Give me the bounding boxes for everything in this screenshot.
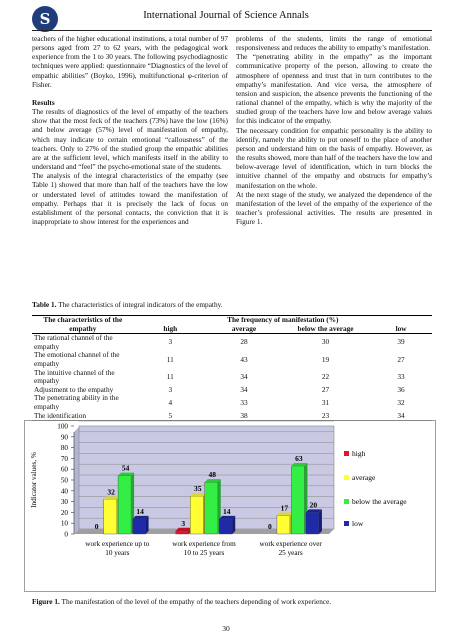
category-label: 25 years: [278, 549, 303, 557]
cell: 33: [240, 397, 248, 407]
category-label: work experience from: [172, 540, 236, 548]
paragraph: The “penetrating ability in the empathy” as the important communicative property of the person, allowing to create the atmosphere of openness and trust that in turn contributes to the empathy’s manifestation. And vice versa, the atmosphere of tension and suspicion, the absence prevents the functioning of the rational channel of the empathy, which is why the majority of the studied group of the teachers have low and below average values for this indicator of the empathy.: [236, 52, 432, 126]
legend-label: below the average: [352, 497, 407, 506]
row-label: The intuitive channel of the empathy: [34, 367, 115, 386]
row-label: The emotional channel of the empathy: [34, 350, 120, 368]
y-tick-label: 0: [64, 530, 68, 539]
legend-swatch: [344, 499, 349, 504]
cell: 11: [166, 371, 174, 381]
right-column: [236, 34, 432, 226]
y-tick-label: 30: [60, 498, 68, 507]
subheader-low: low: [395, 323, 407, 333]
bar: [118, 476, 131, 534]
legend-label: average: [352, 473, 376, 482]
bar: [205, 482, 218, 534]
header-rule: [32, 30, 432, 31]
bar: [291, 466, 304, 534]
cell: 3: [134, 334, 207, 352]
y-tick-label: 80: [60, 444, 68, 453]
table-row: [32, 369, 432, 386]
cell: 34: [370, 412, 432, 421]
row-label: The rational channel of the empathy: [32, 334, 134, 352]
y-tick-label: 40: [60, 487, 68, 496]
subheader-average: average: [231, 323, 257, 333]
paragraph: The necessary condition for empathic personality is the ability to identify, namely the ability to put oneself to the place of another person and understand him on the basis of empathy. However, as the results showed, more than half of the teachers have the low and below-average level of identification, which in turn blocks the intuitive channel of the empathy and obstructs for empathy’s manifestation on the whole.: [236, 125, 432, 190]
table-row: [32, 334, 432, 352]
cell: 38: [207, 412, 281, 421]
row-label: The penetrating ability in the empathy: [34, 393, 119, 411]
legend-swatch: [344, 451, 349, 456]
cell: 36: [397, 384, 405, 394]
cell: 28: [207, 334, 281, 352]
cell: 33: [397, 371, 405, 381]
y-axis-label: Indicator values, %: [30, 452, 38, 508]
subheader-below-average: below the average: [297, 323, 354, 333]
table-row: [32, 394, 432, 411]
data-label: 63: [295, 453, 303, 463]
y-tick-label: 70: [60, 454, 68, 463]
cell: 34: [240, 371, 248, 381]
figure-caption: [32, 597, 331, 606]
table-row: [32, 351, 432, 368]
cell: 23: [281, 412, 370, 421]
row-label: The identification: [32, 412, 134, 421]
data-label: 32: [107, 487, 115, 497]
subheader-high: high: [163, 323, 178, 333]
cell: 19: [321, 354, 330, 364]
legend-label: high: [352, 449, 366, 458]
category-label: 10 years: [105, 549, 130, 557]
section-heading-results: Results: [32, 97, 55, 107]
table-caption-text: The characteristics of integral indicators of the empathy.: [56, 300, 223, 309]
bar: [190, 496, 203, 534]
bar-side: [146, 516, 149, 534]
table-caption-label: Table 1.: [32, 300, 57, 309]
data-label: 3: [181, 518, 186, 528]
y-tick-label: 60: [60, 465, 68, 474]
bar: [306, 512, 319, 534]
side-wall: [74, 427, 79, 534]
bar-side: [232, 516, 235, 534]
cell: 22: [321, 371, 330, 381]
y-tick-label: 90: [60, 433, 68, 442]
integral-indicators-table: [32, 315, 432, 421]
cell: 39: [370, 334, 432, 352]
y-tick-label: 10: [60, 519, 68, 528]
cell: 3: [168, 384, 173, 394]
data-label: 20: [309, 500, 318, 510]
empathy-by-experience-chart: [24, 420, 436, 592]
data-label: 0: [268, 522, 272, 531]
left-column: [32, 34, 228, 226]
table-caption: [32, 300, 223, 309]
bar-side: [319, 509, 322, 534]
y-tick-label: 20: [60, 508, 68, 517]
bar: [133, 519, 146, 534]
category-label: work experience up to: [85, 540, 150, 548]
data-label: 0: [94, 522, 99, 531]
data-label: 14: [223, 506, 231, 516]
page-number: 30: [222, 624, 230, 633]
y-tick-label: 100: [57, 422, 68, 431]
cell: 4: [168, 397, 173, 407]
cell: 11: [166, 354, 174, 364]
bar: [176, 531, 189, 534]
journal-logo: S: [32, 6, 58, 32]
figure-caption-text: The manifestation of the level of the empathy of the teachers depending of work experience.: [59, 597, 332, 606]
header-characteristics: The characteristics of the empathy: [32, 316, 134, 334]
data-label: 54: [121, 463, 130, 473]
cell: 27: [397, 354, 405, 364]
cell: 27: [321, 384, 330, 394]
figure-caption-label: Figure 1.: [32, 597, 60, 606]
legend-swatch: [344, 521, 349, 526]
paragraph: problems of the students, limits the range of emotional responsiveness and reduces the ability to empathy’s manifestation.: [236, 34, 432, 53]
row-label: Adjustment to the empathy: [34, 384, 114, 394]
paragraph: teachers of the higher educational institutions, a total number of 97 persons aged from 27 to 62 years, with the pedagogical work experience from the 1 to 30 years. The following psychodiagnostic techniques were applied: questionnaire “Diagnostics of the level of empathic abilities” (Boyko, 1996), multifunctional φ-criterion of Fisher.: [32, 34, 228, 89]
cell: 31: [321, 397, 330, 407]
cell: 30: [281, 334, 370, 352]
bar: [277, 516, 290, 534]
cell: 5: [134, 412, 207, 421]
data-label: 48: [208, 470, 216, 480]
category-label: work experience over: [259, 540, 322, 548]
data-label: 17: [280, 503, 289, 513]
category-label: 10 to 25 years: [183, 549, 225, 557]
bar: [219, 519, 232, 534]
paragraph: The analysis of the integral characteristics of the empathy (see Table 1) showed that more than half of the teachers have the low or understated level of attitudes toward the manifestation of empathy. Perhaps that it is precisely the lack of focus on establishment of the personal contacts, the conviction that it is inappropriate to show interest for the experiences and: [32, 171, 228, 226]
paragraph: The results of diagnostics of the level of empathy of the teachers show that the most feck of the teachers (73%) have the low (16%) and below average (57%) level of manifestation of empathy, which may indicate to certain emotional “callousness” of the teachers. Only to 27% of the studied group the empathic abilities are at the sufficient level, which manifests itself in the ability to understand and “feel” the psycho-emotional state of the students.: [32, 107, 228, 172]
header-frequency: The frequency of manifestation (%): [134, 316, 432, 325]
legend-swatch: [344, 475, 349, 480]
data-label: 14: [136, 506, 144, 516]
journal-title: International Journal of Science Annals: [143, 10, 309, 21]
bar: [104, 499, 117, 534]
legend-label: low: [352, 519, 364, 528]
paragraph: At the next stage of the study, we analyzed the dependence of the manifestation of the level of the empathy of the experience of the teacher’s professional activities. The results are presented in Figure 1.: [236, 189, 432, 227]
data-label: 35: [194, 484, 202, 494]
y-tick-label: 50: [60, 476, 68, 485]
cell: 32: [397, 397, 405, 407]
cell: 34: [240, 384, 248, 394]
cell: 43: [240, 354, 248, 364]
